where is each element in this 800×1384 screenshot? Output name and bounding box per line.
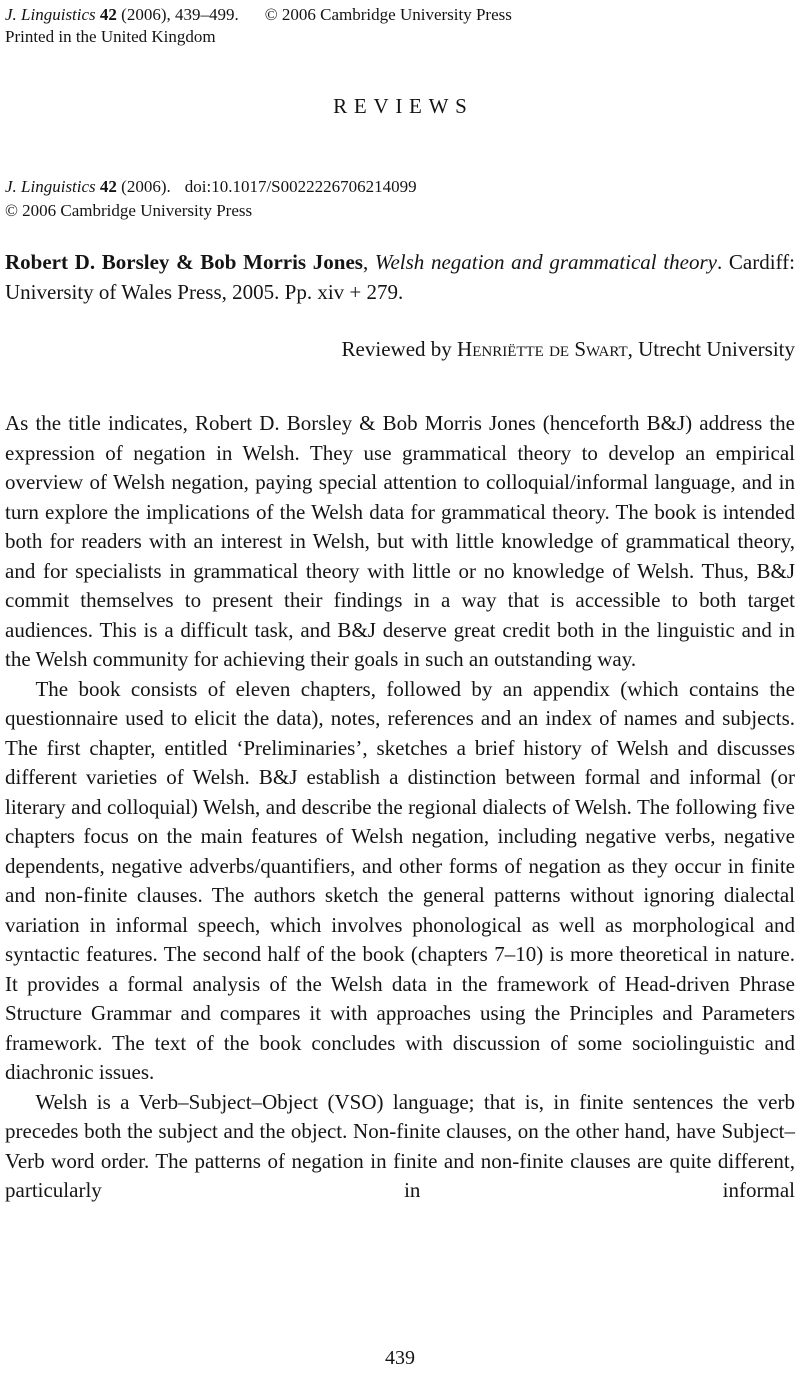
page-number: 439 — [385, 1347, 415, 1369]
reviewed-by-label: Reviewed by — [341, 337, 458, 361]
citation-separator: , — [362, 250, 375, 274]
copyright-notice: © 2006 Cambridge University Press — [5, 201, 253, 220]
book-citation — [5, 247, 795, 307]
book-title: Welsh negation and grammatical theory — [374, 250, 717, 274]
volume-number: 42 — [99, 5, 117, 24]
running-header — [5, 4, 795, 48]
journal-name: J. Linguistics — [5, 177, 96, 196]
body-paragraph: The book consists of eleven chapters, followed by an appendix (which contains the questionnaire used to elicit the data), notes, references and an index of names and subjects. The first chapter, entitled ‘Preliminaries’, sketches a brief history of Welsh and discusses different varieties of Welsh. B&J establish a distinction between formal and informal (or literary and colloquial) Welsh, and describe the regional dialects of Welsh. The following five chapters focus on the main features of Welsh negation, including negative verbs, negative dependents, negative adverbs/quantifiers, and other forms of negation as they occur in finite and non-finite clauses. The authors sketch the general patterns without ignoring dialectal variation in informal speech, which involves phonological as well as morphological and syntactic features. The second half of the book (chapters 7–10) is more theoretical in nature. It provides a formal analysis of the Welsh data in the framework of Head-driven Phrase Structure Grammar and compares it with approaches using the Principles and Parameters framework. The text of the book concludes with discussion of some sociolinguistic and diachronic issues. — [5, 676, 795, 1084]
copyright-notice: © 2006 Cambridge University Press — [264, 5, 512, 24]
body-paragraph: Welsh is a Verb–Subject–Object (VSO) language; that is, in finite sentences the verb precedes both the subject and the object. Non-finite clauses, on the other hand, have Subject–Verb word order. The patterns of negation in finite and non-finite clauses are quite different, particularly in informal — [5, 1089, 795, 1202]
doi: doi:10.1017/S0022226706214099 — [184, 177, 417, 196]
book-authors: Robert D. Borsley & Bob Morris Jones — [5, 250, 363, 274]
review-body — [5, 409, 795, 1206]
journal-name: J. Linguistics — [5, 5, 96, 24]
reviewer-name: Henriëtte de Swart — [457, 337, 628, 361]
printed-in-notice: Printed in the United Kingdom — [5, 27, 216, 46]
volume-number: 42 — [99, 177, 117, 196]
reviewer-affiliation: , Utrecht University — [627, 337, 795, 361]
running-header-line1 — [5, 4, 795, 26]
body-paragraph: As the title indicates, Robert D. Borsley & Bob Morris Jones (henceforth B&J) address the expression of negation in Welsh. They use grammatical theory to develop an empirical overview of Welsh negation, paying special attention to colloquial/informal language, and in turn explore the implications of the Welsh data for grammatical theory. The book is intended both for readers with an interest in Welsh, but with little knowledge of grammatical theory, and for specialists in grammatical theory with little or no knowledge of Welsh. Thus, B&J commit themselves to present their findings in a way that is accessible to both target audiences. This is a difficult task, and B&J deserve great credit both in the linguistic and in the Welsh community for achieving their goals in such an outstanding way. — [5, 411, 795, 671]
issue-info: (2006), 439–499. — [116, 5, 239, 24]
article-header — [5, 175, 795, 223]
section-heading: REVIEWS — [333, 94, 474, 118]
reviewer-line — [5, 335, 795, 363]
article-header-line1 — [5, 175, 795, 199]
citation-publisher-info: . Cardiff: University of Wales Press, 2005. Pp. xiv + 279. — [5, 250, 795, 304]
journal-citation — [5, 5, 239, 24]
issue-info: (2006). — [116, 177, 171, 196]
